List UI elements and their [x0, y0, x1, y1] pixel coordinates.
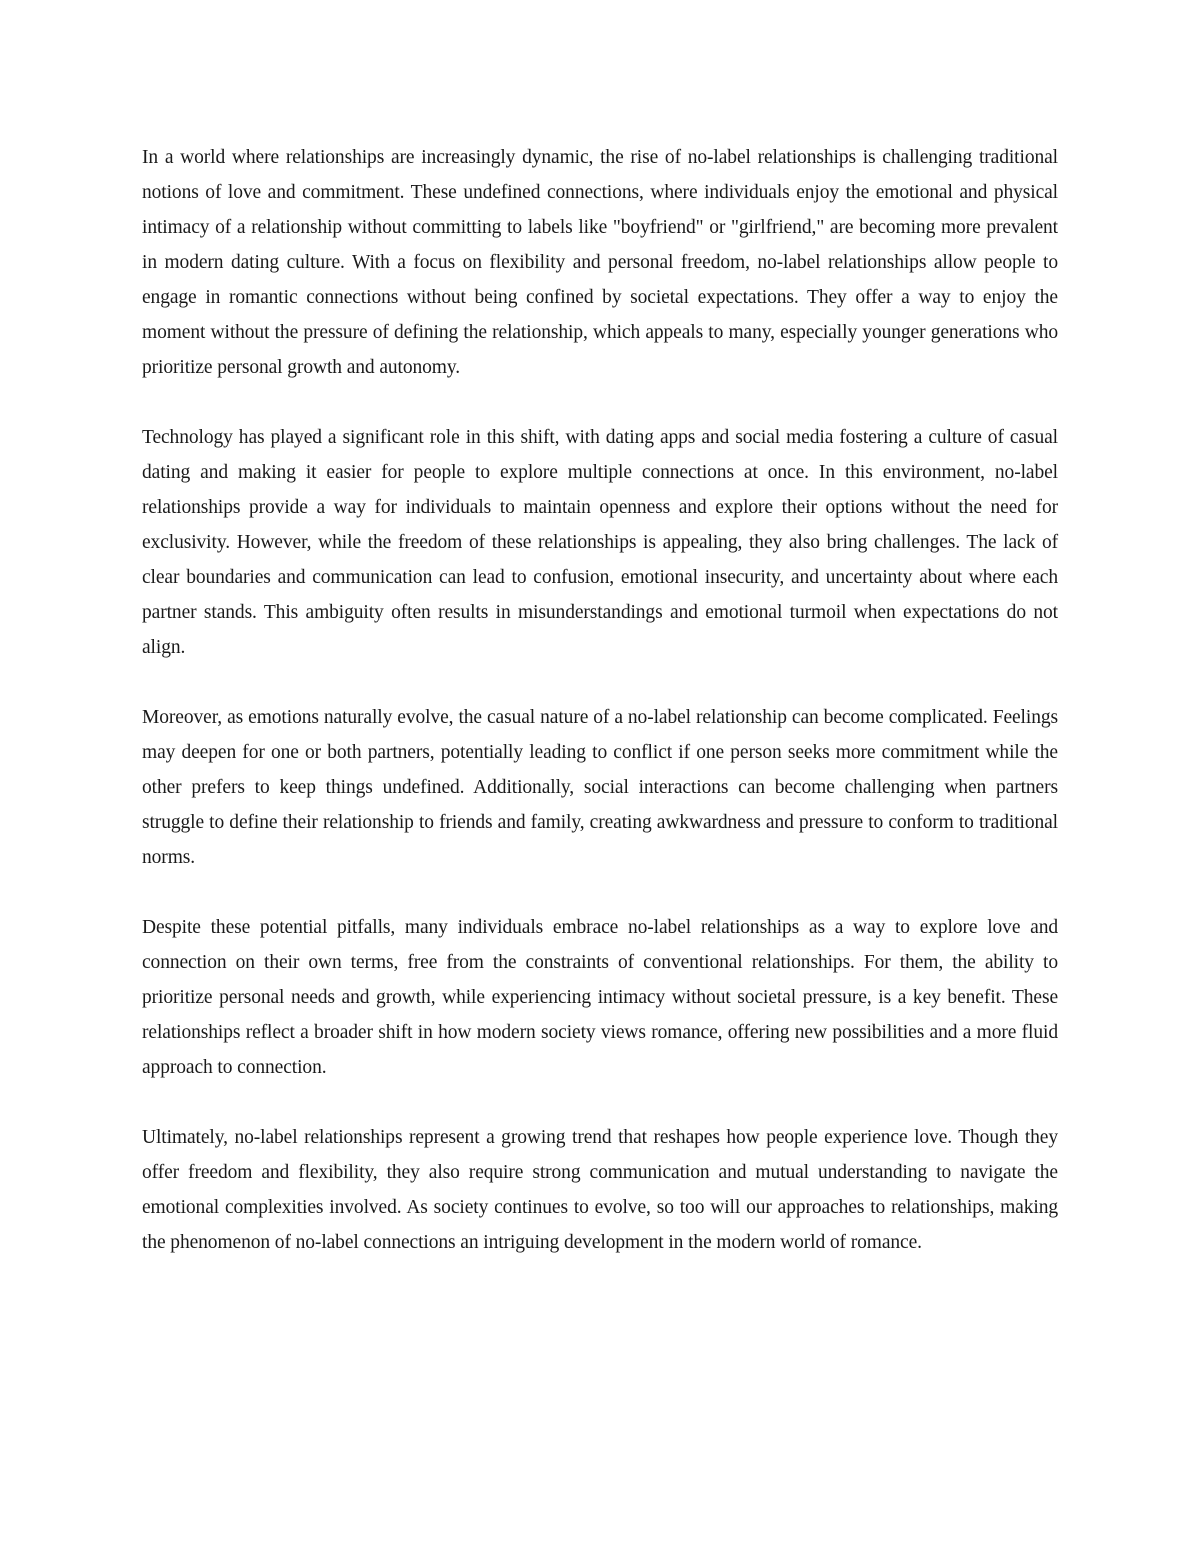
paragraph-1: In a world where relationships are increasingly dynamic, the rise of no-label relationships is challenging traditional notions of love and commitment. These undefined connections, where individuals enjoy the emotional and physical intimacy of a relationship without committing to labels like "boyfriend" or "girlfriend," are becoming more prevalent in modern dating culture. With a focus on flexibility and personal freedom, no-label relationships allow people to engage in romantic connections without being confined by societal expectations. They offer a way to enjoy the moment without the pressure of defining the relationship, which appeals to many, especially younger generations who prioritize personal growth and autonomy.: [142, 147, 1058, 378]
paragraph-2: Technology has played a significant role in this shift, with dating apps and social media fostering a culture of casual dating and making it easier for people to explore multiple connections at once. In this environment, no-label relationships provide a way for individuals to maintain openness and explore their options without the need for exclusivity. However, while the freedom of these relationships is appealing, they also bring challenges. The lack of clear boundaries and communication can lead to confusion, emotional insecurity, and uncertainty about where each partner stands. This ambiguity often results in misunderstandings and emotional turmoil when expectations do not align.: [142, 427, 1058, 658]
document-body: [142, 140, 1058, 1260]
paragraph-5: Ultimately, no-label relationships represent a growing trend that reshapes how people experience love. Though they offer freedom and flexibility, they also require strong communication and mutual understanding to navigate the emotional complexities involved. As society continues to evolve, so too will our approaches to relationships, making the phenomenon of no-label connections an intriguing development in the modern world of romance.: [142, 1127, 1058, 1253]
paragraph-4: Despite these potential pitfalls, many individuals embrace no-label relationships as a way to explore love and connection on their own terms, free from the constraints of conventional relationships. For them, the ability to prioritize personal needs and growth, while experiencing intimacy without societal pressure, is a key benefit. These relationships reflect a broader shift in how modern society views romance, offering new possibilities and a more fluid approach to connection.: [142, 917, 1058, 1078]
paragraph-3: Moreover, as emotions naturally evolve, the casual nature of a no-label relationship can become complicated. Feelings may deepen for one or both partners, potentially leading to conflict if one person seeks more commitment while the other prefers to keep things undefined. Additionally, social interactions can become challenging when partners struggle to define their relationship to friends and family, creating awkwardness and pressure to conform to traditional norms.: [142, 707, 1058, 868]
